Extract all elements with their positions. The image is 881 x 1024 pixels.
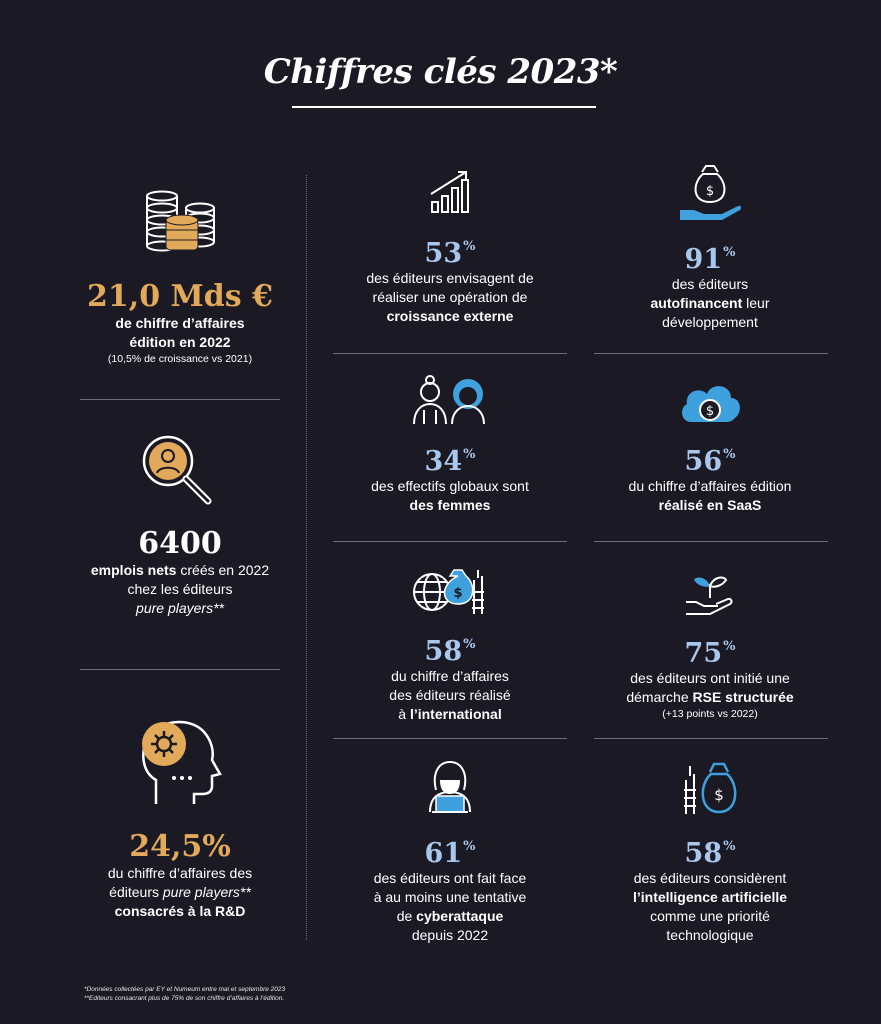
- percent-symbol: %: [463, 637, 476, 652]
- stat-line: cyberattaque: [416, 908, 504, 924]
- stat-value: 61: [424, 838, 463, 869]
- percent-symbol: %: [463, 239, 476, 254]
- divider: [594, 541, 828, 542]
- svg-text:$: $: [705, 184, 715, 199]
- jobs-line: chez les éditeurs: [127, 581, 233, 597]
- stat-line: à au moins une tentative: [373, 889, 527, 905]
- stat-line: du chiffre d’affaires: [391, 668, 509, 684]
- divider: [80, 669, 280, 670]
- stat-line: comme une priorité: [650, 908, 770, 924]
- jobs-line: emplois nets: [90, 562, 177, 578]
- jobs-value: 6400: [138, 526, 222, 561]
- page-title: Chiffres clés 2023*: [263, 52, 618, 92]
- percent-symbol: %: [463, 839, 476, 854]
- stat-line: des éditeurs réalisé: [389, 687, 511, 703]
- percent-symbol: %: [723, 447, 736, 462]
- percent-symbol: %: [463, 447, 476, 462]
- stat-line: développement: [662, 314, 758, 330]
- stat-value: 53: [424, 238, 463, 269]
- revenue-value: 21,0 Mds €: [87, 279, 273, 314]
- percent-symbol: %: [723, 839, 736, 854]
- stat-line: des éditeurs considèrent: [633, 870, 787, 886]
- stat-value: 75: [684, 638, 723, 669]
- divider: [333, 541, 567, 542]
- magnifier-person-icon: [140, 433, 220, 507]
- divider: [333, 353, 567, 354]
- stat-line: depuis 2022: [411, 927, 489, 943]
- stat-value: 91: [684, 244, 723, 275]
- stat-line: des éditeurs envisagent de: [366, 270, 534, 286]
- women-icon: [410, 374, 490, 426]
- stat-card: [590, 378, 830, 515]
- rnd-value: 24,5%: [129, 829, 231, 864]
- rnd-line: du chiffre d’affaires des: [107, 865, 253, 881]
- svg-text:$: $: [705, 404, 715, 419]
- title-underline: [292, 106, 596, 108]
- percent-symbol: %: [723, 245, 736, 260]
- svg-text:$: $: [714, 786, 724, 804]
- coins-stack-icon: [140, 188, 220, 260]
- revenue-note: (10,5% de croissance vs 2021): [107, 353, 253, 365]
- stat-line: l’intelligence artificielle: [632, 889, 788, 905]
- divider: [594, 738, 828, 739]
- jobs-line: pure players**: [136, 600, 224, 616]
- rnd-line: consacrés à la R&D: [114, 903, 246, 919]
- column-divider: [306, 175, 307, 940]
- stat-value: 34: [424, 446, 463, 477]
- stat-card: [330, 566, 570, 724]
- stat-card: [330, 374, 570, 515]
- rnd-stat: [60, 716, 300, 921]
- stat-line: (+13 points vs 2022): [662, 708, 758, 720]
- head-gear-icon: [138, 716, 222, 808]
- jobs-line: créés en 2022: [176, 562, 270, 578]
- footnote: **Editeurs consacrant plus de 75% de son chiffre d’affaires à l’édition.: [84, 995, 285, 1002]
- divider: [80, 399, 280, 400]
- stat-card: [590, 760, 830, 945]
- stat-line: de: [396, 908, 417, 924]
- stat-line: croissance externe: [386, 308, 514, 324]
- revenue-stat: [60, 188, 300, 367]
- growth-chart-icon: [428, 168, 472, 216]
- stat-card: [330, 760, 570, 945]
- money-bag-coins-icon: [680, 760, 740, 816]
- stat-card: [590, 570, 830, 722]
- svg-text:$: $: [453, 586, 463, 601]
- globe-money-icon: [412, 566, 488, 616]
- jobs-stat: [60, 433, 300, 618]
- percent-symbol: %: [723, 639, 736, 654]
- stat-line: démarche: [626, 689, 693, 705]
- stat-line: technologique: [666, 927, 754, 943]
- stat-line: réaliser une opération de: [372, 289, 528, 305]
- stat-line: à: [398, 706, 410, 722]
- plant-hand-icon: [684, 570, 736, 616]
- stat-value: 58: [424, 636, 463, 667]
- stat-value: 58: [684, 838, 723, 869]
- rnd-line: pure players**: [162, 884, 251, 900]
- divider: [333, 738, 567, 739]
- stat-line: leur: [742, 295, 770, 311]
- stat-line: réalisé en SaaS: [658, 497, 762, 513]
- stat-card: [330, 168, 570, 326]
- cloud-money-icon: [677, 378, 743, 426]
- stat-value: 56: [684, 446, 723, 477]
- divider: [594, 353, 828, 354]
- rnd-line: éditeurs: [109, 884, 163, 900]
- stat-card: [590, 164, 830, 332]
- hacker-icon: [422, 760, 478, 816]
- stat-line: autofinancent: [650, 295, 743, 311]
- stat-line: l’international: [409, 706, 502, 722]
- revenue-line: édition en 2022: [129, 334, 231, 350]
- stat-line: du chiffre d’affaires édition: [628, 478, 792, 494]
- stat-line: des éditeurs ont fait face: [373, 870, 527, 886]
- stat-line: des femmes: [409, 497, 491, 513]
- stat-line: des éditeurs: [671, 276, 749, 292]
- stat-line: des effectifs globaux sont: [371, 478, 529, 494]
- stat-line: des éditeurs ont initié une: [630, 670, 790, 686]
- stat-line: RSE structurée: [692, 689, 794, 705]
- footnote: *Données collectées par EY et Numeum entre mai et septembre 2023: [84, 986, 286, 993]
- money-bag-hand-icon: [678, 164, 742, 224]
- revenue-line: de chiffre d’affaires: [115, 315, 245, 331]
